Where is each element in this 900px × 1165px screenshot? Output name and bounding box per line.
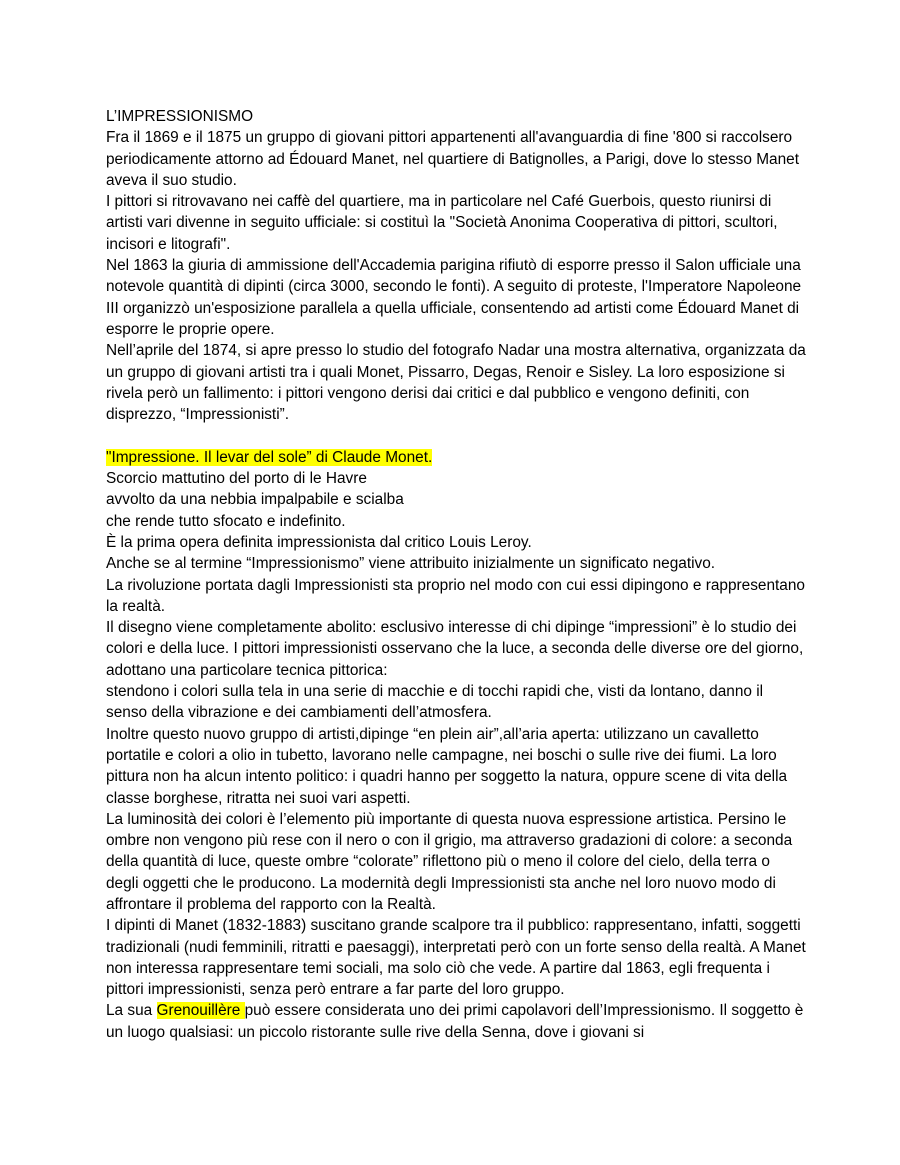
last-paragraph — [106, 1000, 806, 1043]
document-title: L’IMPRESSIONISMO — [106, 108, 254, 125]
poem-line-1: Scorcio mattutino del porto di le Havre — [106, 470, 367, 488]
body-paragraph-3: La rivoluzione portata dagli Impressionisti sta proprio nel modo con cui essi dipingono e rappresentano la realtà. — [106, 576, 805, 615]
body-paragraph-5: stendono i colori sulla tela in una serie di macchie e di tocchi rapidi che, visti da lontano, danno il senso della vibrazione e dei cambiamenti dell’atmosfera. — [106, 683, 764, 722]
last-paragraph-suffix: può essere considerata uno dei primi capolavori dell’Impressionismo. Il soggetto è un luogo qualsiasi: un piccolo ristorante sulle rive della Senna, dove i giovani si — [106, 1002, 804, 1041]
document-body — [106, 106, 806, 1043]
blank-line — [106, 425, 806, 446]
body-paragraph-4: Il disegno viene completamente abolito: esclusivo interesse di chi dipinge “impressioni” è lo studio dei colori e della luce. I pittori impressionisti osservano che la luce, a seconda delle diverse ore del giorno, adottano una particolare tecnica pittorica: — [106, 619, 804, 679]
body-paragraph-1: È la prima opera definita impressionista dal critico Louis Leroy. — [106, 533, 532, 551]
painting-heading-highlight: "Impressione. Il levar del sole” di Claude Monet. — [106, 448, 433, 466]
body-paragraph-2: Anche se al termine “Impressionismo” viene attribuito inizialmente un significato negativo. — [106, 555, 716, 573]
intro-paragraph-1: Fra il 1869 e il 1875 un gruppo di giovani pittori appartenenti all'avanguardia di fine '800 si raccolsero periodicamente attorno ad Édouard Manet, nel quartiere di Batignolles, a Parigi, dove lo stesso Manet aveva il suo studio. — [106, 129, 799, 189]
body-paragraph-8: I dipinti di Manet (1832-1883) suscitano grande scalpore tra il pubblico: rappresentano, infatti, soggetti tradizionali (nudi femminili, ritratti e paesaggi), interpretati però con un forte senso della realtà. A Manet non interessa rappresentare temi sociali, ma solo ciò che vede. A partire dal 1863, egli frequenta i pittori impressionisti, senza però entrare a far parte del loro gruppo. — [106, 917, 806, 999]
intro-paragraph-3: Nel 1863 la giuria di ammissione dell'Accademia parigina rifiutò di esporre presso il Salon ufficiale una notevole quantità di dipinti (circa 3000, secondo le fonti). A seguito di proteste, l'Imperatore Napoleone III organizzò un'esposizione parallela a quella ufficiale, consentendo ad artisti come Édouard Manet di esporre le proprie opere. — [106, 257, 802, 338]
last-paragraph-prefix: La sua — [106, 1002, 157, 1020]
intro-paragraph-4: Nell’aprile del 1874, si apre presso lo studio del fotografo Nadar una mostra alternativa, organizzata da un gruppo di giovani artisti tra i quali Monet, Pissarro, Degas, Renoir e Sisley. La loro esposizione si rivela però un fallimento: i pittori vengono derisi dai critici e dal pubblico e vengono definiti, con disprezzo, “Impressionisti”. — [106, 342, 806, 424]
body-paragraph-7: La luminosità dei colori è l’elemento più importante di questa nuova espressione artistica. Persino le ombre non vengono più rese con il nero o con il grigio, ma attraverso gradazioni di colore: a seconda della quantità di luce, queste ombre “colorate” riflettono più o meno il colore del cielo, della terra o degli oggetti che le producono. La modernità degli Impressionisti sta anche nel loro nuovo modo di affrontare il problema del rapporto con la Realtà. — [106, 810, 793, 913]
poem-line-2: avvolto da una nebbia impalpabile e scialba — [106, 491, 404, 509]
painting-heading — [106, 447, 806, 468]
intro-paragraph-2: I pittori si ritrovavano nei caffè del quartiere, ma in particolare nel Café Guerbois, questo riunirsi di artisti vari divenne in seguito ufficiale: si costituì la "Società Anonima Cooperativa di pittori, scultori, incisori e litografi". — [106, 193, 778, 253]
poem-line-3: che rende tutto sfocato e indefinito. — [106, 512, 346, 530]
body-paragraph-6: Inoltre questo nuovo gruppo di artisti,dipinge “en plein air”,all’aria aperta: utilizzano un cavalletto portatile e colori a olio in tubetto, lavorano nelle campagne, nei boschi o sulle rive dei fiumi. La loro pittura non ha alcun intento politico: i quadri hanno per soggetto la natura, oppure scene di vita della classe borghese, ritratta nei suoi vari aspetti. — [106, 725, 788, 807]
grenouillere-highlight: Grenouillère — [156, 1002, 245, 1020]
